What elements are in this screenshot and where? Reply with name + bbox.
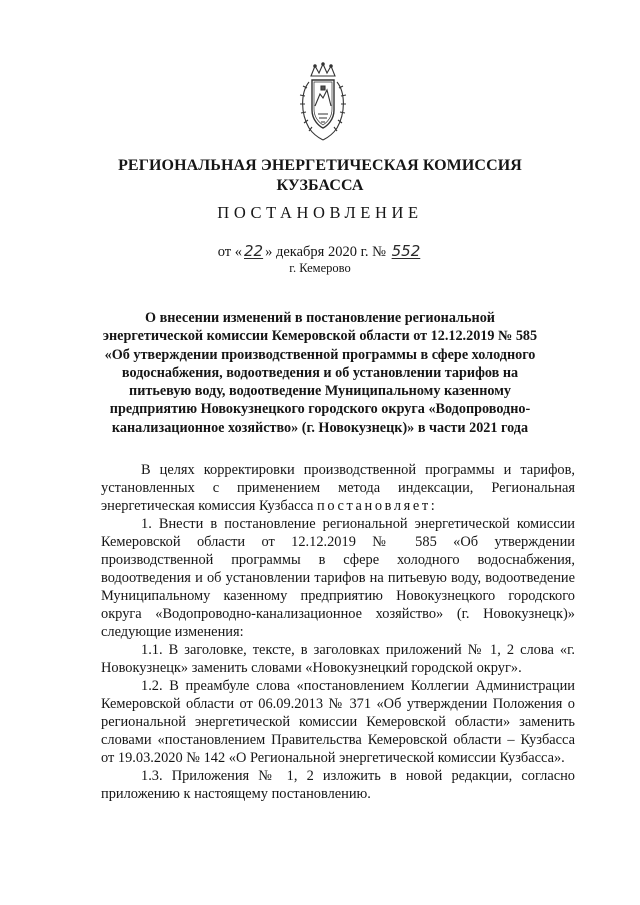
body-paragraph-1: 1. Внести в постановление региональной энергетической комиссии Кемеровской области от 12.12.2019 № 585 «Об утверждении производственной программы в сфере холодного водоснабжения, водоотведения и об установлении тарифов на питьевую воду, водоотведение Муниципальному казенному предприятию Новокузнецкого городского округа «Водопроводно-канализационное хозяйство» (г. Новокузнецк)» следующие изменения: [101, 516, 575, 640]
handwritten-number: 552 [391, 242, 421, 260]
subject-line: канализационное хозяйство» (г. Новокузнецк)» в части 2021 года [111, 419, 529, 436]
org-title-line1: РЕГИОНАЛЬНАЯ ЭНЕРГЕТИЧЕСКАЯ КОМИССИЯ [118, 157, 522, 174]
subject-line: энергетической комиссии Кемеровской области от 12.12.2019 № 585 [102, 328, 538, 345]
organization-title [100, 156, 540, 196]
document-date-line [100, 242, 540, 261]
resolves-word: постановляет: [317, 498, 438, 514]
subject-line: водоснабжения, водоотведения и об установлении тарифов на [121, 364, 519, 381]
body-paragraph-1-3: 1.3. Приложения № 1, 2 изложить в новой редакции, согласно приложению к настоящему постановлению. [101, 768, 575, 802]
subject-line: предприятию Новокузнецкого городского округа «Водопроводно- [109, 401, 531, 418]
document-type: ПОСТАНОВЛЕНИЕ [217, 203, 423, 222]
subject-line: О внесении изменений в постановление региональной [145, 310, 495, 326]
subject-line: питьевую воду, водоотведение Муниципальному казенному [129, 383, 511, 400]
body-paragraph-preamble [101, 461, 575, 515]
subject-line: «Об утверждении производственной программы в сфере холодного [104, 346, 536, 363]
document-city: г. Кемерово [289, 261, 351, 275]
body-paragraph-1-1: 1.1. В заголовке, тексте, в заголовках приложений № 1, 2 слова «г. Новокузнецк» заменить словами «Новокузнецкий городской округ». [101, 642, 575, 676]
date-prefix: от « [217, 244, 242, 260]
date-middle: » декабря 2020 г. № [265, 244, 386, 260]
body-paragraph-1-2: 1.2. В преамбуле слова «постановлением Коллегии Администрации Кемеровской области от 06.09.2013 № 371 «Об утверждении Положения о региональной энергетической комиссии Кемеровской области» заменить словами «постановлением Правительства Кемеровской области – Кузбасса от 19.03.2020 № 142 «О Региональной энергетической комиссии Кузбасса». [101, 678, 575, 766]
handwritten-day: 22 [244, 242, 264, 260]
coat-of-arms-icon [297, 62, 349, 142]
preamble-text: В целях корректировки производственной программы и тарифов, установленных с применением метода индексации, Региональная энергетическая комиссия Кузбасса [101, 462, 575, 514]
org-title-line2: КУЗБАССА [276, 177, 364, 194]
document-subject [96, 309, 544, 437]
document-body [101, 461, 575, 803]
